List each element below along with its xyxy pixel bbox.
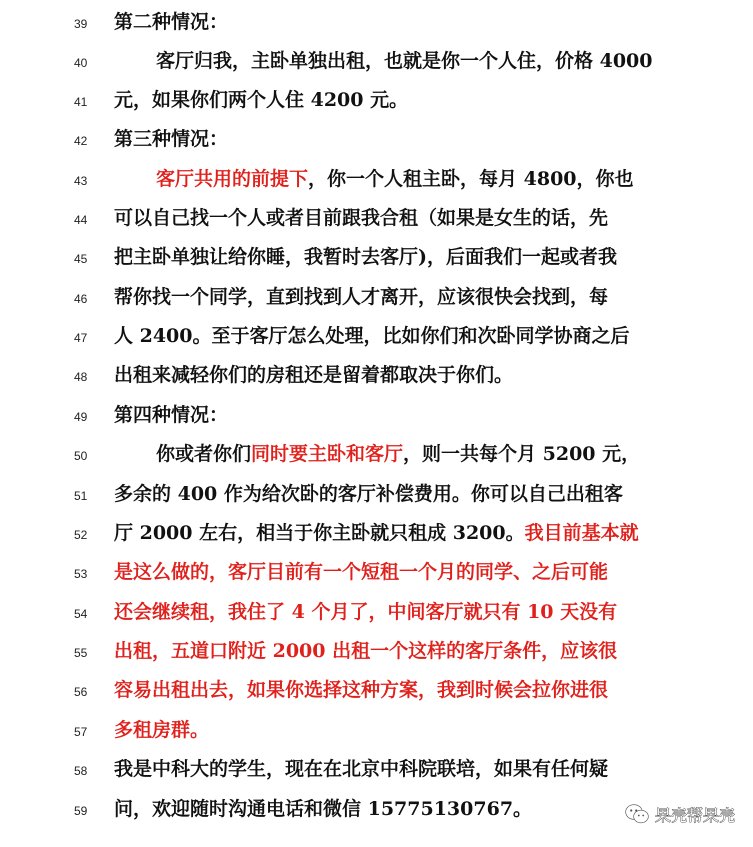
line-number: 45	[74, 252, 88, 266]
doc-line	[0, 199, 753, 238]
line-number: 54	[74, 607, 88, 621]
body-text: 我是中科大的学生，现在在北京中科院联培，如果有任何疑	[114, 758, 609, 780]
highlight-text: 我目前基本就	[524, 522, 639, 544]
body-text: ，你一个人租主卧，每月 4800，你也	[308, 168, 634, 190]
doc-line	[0, 711, 753, 750]
line-text	[114, 362, 513, 388]
line-number: 52	[74, 528, 88, 542]
body-text: 厅 2000 左右，相当于你主卧就只租成 3200。	[114, 522, 525, 544]
line-text	[114, 126, 228, 152]
line-number: 50	[74, 449, 88, 463]
heading-text: 第二种情况：	[114, 11, 229, 33]
line-text	[114, 244, 617, 270]
line-text	[114, 756, 608, 782]
highlight-text: 容易出租出去，如果你选择这种方案，我到时候会拉你进很	[114, 679, 609, 701]
doc-line	[0, 317, 753, 356]
line-text	[114, 87, 408, 113]
body-text: ，则一共每个月 5200 元，	[403, 443, 641, 465]
line-text	[114, 796, 532, 822]
body-text: 元，如果你们两个人住 4200 元。	[114, 89, 409, 111]
line-number: 44	[74, 213, 88, 227]
line-text	[114, 284, 608, 310]
line-number: 39	[74, 17, 88, 31]
body-text: 你或者你们	[156, 443, 252, 465]
body-text: 帮你找一个同学，直到找到人才离开，应该很快会找到，每	[114, 286, 609, 308]
doc-line	[0, 475, 753, 514]
line-text	[114, 402, 228, 428]
wechat-official-account-icon	[625, 803, 649, 825]
doc-line	[0, 435, 753, 474]
line-text	[114, 520, 639, 546]
line-text	[114, 677, 608, 703]
line-number: 58	[74, 764, 88, 778]
highlight-text: 出租，五道口附近 2000 出租一个这样的客厅条件，应该很	[114, 640, 618, 662]
doc-line	[0, 750, 753, 789]
line-number: 55	[74, 646, 88, 660]
heading-text: 第四种情况：	[114, 404, 229, 426]
highlight-text: 同时要主卧和客厅	[251, 443, 404, 465]
line-text	[114, 205, 608, 231]
highlight-text: 多租房群。	[114, 719, 210, 741]
doc-line	[0, 238, 753, 277]
body-text: 人 2400。至于客厅怎么处理，比如你们和次卧同学协商之后	[114, 325, 630, 347]
line-text	[156, 166, 634, 192]
doc-line	[0, 160, 753, 199]
doc-line	[0, 81, 753, 120]
body-text: 问，欢迎随时沟通电话和微信 15775130767。	[114, 798, 533, 820]
doc-line	[0, 514, 753, 553]
doc-line	[0, 671, 753, 710]
watermark	[625, 801, 735, 827]
line-number: 41	[74, 95, 88, 109]
line-number: 49	[74, 410, 88, 424]
line-text	[114, 9, 228, 35]
body-text: 可以自己找一个人或者目前跟我合租（如果是女生的话，先	[114, 207, 609, 229]
highlight-text: 还会继续租，我住了 4 个月了，中间客厅就只有 10 天没有	[114, 601, 618, 623]
doc-line	[0, 553, 753, 592]
doc-line	[0, 396, 753, 435]
doc-line	[0, 593, 753, 632]
doc-line	[0, 120, 753, 159]
line-number: 40	[74, 56, 88, 70]
body-text: 出租来减轻你们的房租还是留着都取决于你们。	[114, 364, 514, 386]
watermark-text: 果壳帮果壳	[654, 805, 735, 825]
line-number: 46	[74, 292, 88, 306]
line-text	[114, 638, 617, 664]
doc-line	[0, 3, 753, 42]
line-number: 42	[74, 134, 88, 148]
line-text	[114, 323, 630, 349]
doc-line	[0, 42, 753, 81]
highlight-text: 是这么做的，客厅目前有一个短租一个月的同学、之后可能	[114, 561, 609, 583]
line-text	[156, 48, 653, 74]
body-text: 把主卧单独让给你睡，我暂时去客厅)，后面我们一起或者我	[114, 246, 617, 268]
line-number: 59	[74, 804, 88, 818]
heading-text: 第三种情况：	[114, 128, 229, 150]
body-text: 多余的 400 作为给次卧的客厅补偿费用。你可以自己出租客	[114, 483, 623, 505]
line-number: 56	[74, 685, 88, 699]
line-text	[156, 441, 640, 467]
line-number: 53	[74, 567, 88, 581]
doc-line	[0, 356, 753, 395]
line-number: 48	[74, 370, 88, 384]
doc-line	[0, 632, 753, 671]
doc-line	[0, 278, 753, 317]
highlight-text: 客厅共用的前提下	[156, 168, 309, 190]
line-number: 51	[74, 489, 88, 503]
line-text	[114, 599, 617, 625]
line-text	[114, 559, 608, 585]
line-number: 47	[74, 331, 88, 345]
line-text	[114, 717, 209, 743]
body-text: 客厅归我，主卧单独出租，也就是你一个人住，价格 4000	[156, 50, 653, 72]
line-number: 43	[74, 174, 88, 188]
line-text	[114, 481, 623, 507]
line-number: 57	[74, 725, 88, 739]
